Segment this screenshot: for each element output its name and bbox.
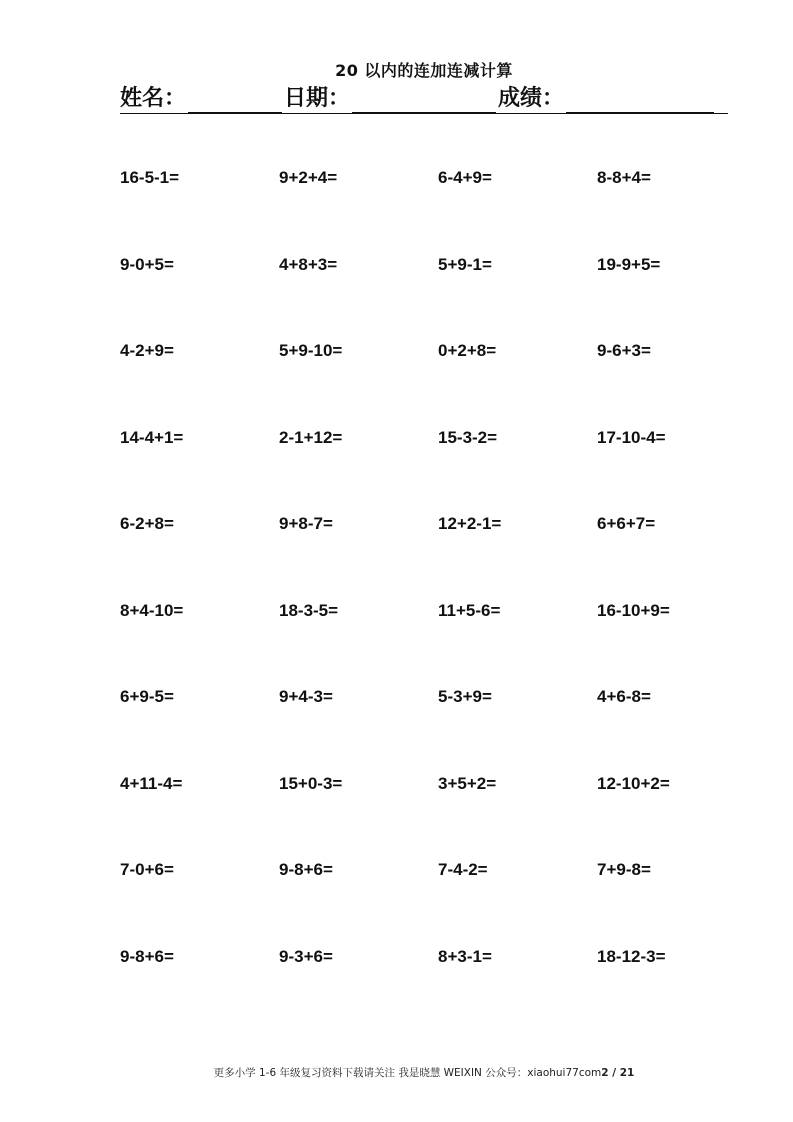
date-label: 日期：	[284, 86, 351, 111]
arithmetic-problem: 7+9-8=	[597, 860, 651, 879]
arithmetic-problem: 4+6-8=	[597, 687, 651, 706]
arithmetic-problem: 9-8+6=	[120, 946, 174, 966]
arithmetic-problem: 9+8-7=	[279, 514, 333, 533]
problem-row	[120, 339, 760, 426]
arithmetic-problem: 5-3+9=	[438, 687, 492, 706]
arithmetic-problem: 18-12-3=	[597, 946, 666, 966]
arithmetic-problem: 9+2+4=	[279, 168, 338, 187]
problem-row	[120, 253, 760, 340]
date-blank-line[interactable]	[352, 86, 496, 113]
arithmetic-problem: 16-10+9=	[597, 600, 670, 620]
arithmetic-problem: 18-3-5=	[279, 600, 339, 620]
problem-row	[120, 512, 760, 599]
footer-text: 更多小学 1-6 年级复习资料下载请关注 我是晓慧 WEIXIN 公众号：xiaohui77com	[213, 1067, 602, 1079]
page-footer	[0, 1065, 793, 1080]
arithmetic-problem: 0+2+8=	[438, 341, 497, 360]
arithmetic-problem: 4+11-4=	[120, 773, 183, 793]
arithmetic-problem: 8+3-1=	[438, 946, 492, 966]
arithmetic-problem: 2-1+12=	[279, 427, 343, 447]
problem-row	[120, 426, 760, 513]
arithmetic-problem: 6-4+9=	[438, 168, 492, 187]
arithmetic-problem: 3+5+2=	[438, 773, 497, 793]
arithmetic-problem: 15-3-2=	[438, 427, 498, 447]
arithmetic-problem: 15+0-3=	[279, 773, 343, 793]
header-divider	[120, 113, 728, 114]
arithmetic-problem: 5+9-1=	[438, 254, 492, 274]
arithmetic-problem: 8-8+4=	[597, 168, 651, 187]
arithmetic-problem: 4-2+9=	[120, 341, 174, 360]
arithmetic-problem: 6+6+7=	[597, 514, 656, 533]
name-blank-line[interactable]	[188, 86, 282, 113]
arithmetic-problem: 8+4-10=	[120, 600, 184, 620]
arithmetic-problem: 16-5-1=	[120, 168, 180, 187]
arithmetic-problem: 11+5-6=	[438, 600, 501, 620]
score-blank-line[interactable]	[566, 86, 714, 113]
arithmetic-problem: 9-3+6=	[279, 946, 333, 966]
name-label: 姓名：	[120, 86, 187, 111]
arithmetic-problem: 4+8+3=	[279, 254, 338, 274]
arithmetic-problem: 9-6+3=	[597, 341, 651, 360]
arithmetic-problem: 5+9-10=	[279, 341, 343, 360]
problem-grid	[120, 166, 760, 1031]
student-info-header	[120, 81, 728, 113]
arithmetic-problem: 9+4-3=	[279, 687, 333, 706]
arithmetic-problem: 12+2-1=	[438, 514, 502, 533]
page-title: 20 以内的连加连减计算	[335, 61, 513, 80]
arithmetic-problem: 14-4+1=	[120, 427, 184, 447]
page-number: 2 / 21	[601, 1067, 635, 1079]
problem-row	[120, 772, 760, 859]
problem-row	[120, 685, 760, 772]
arithmetic-problem: 17-10-4=	[597, 427, 666, 447]
arithmetic-problem: 9-8+6=	[279, 860, 333, 879]
arithmetic-problem: 6+9-5=	[120, 687, 174, 706]
problem-row	[120, 858, 760, 945]
problem-row	[120, 945, 760, 1032]
arithmetic-problem: 7-4-2=	[438, 860, 488, 879]
arithmetic-problem: 12-10+2=	[597, 773, 670, 793]
problem-row	[120, 599, 760, 686]
arithmetic-problem: 7-0+6=	[120, 860, 174, 879]
arithmetic-problem: 6-2+8=	[120, 514, 174, 533]
arithmetic-problem: 19-9+5=	[597, 254, 661, 274]
arithmetic-problem: 9-0+5=	[120, 254, 174, 274]
score-label: 成绩：	[498, 86, 565, 111]
problem-row	[120, 166, 760, 253]
